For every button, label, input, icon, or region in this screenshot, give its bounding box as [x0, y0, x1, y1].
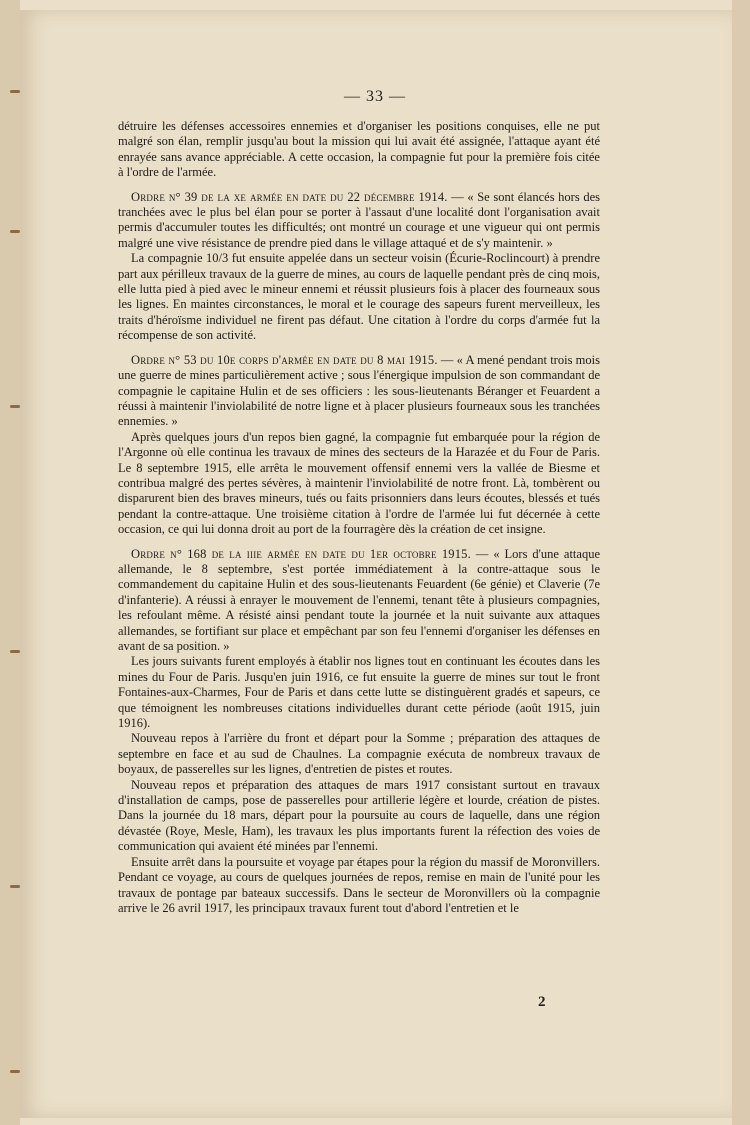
running-head: — 33 — — [344, 88, 406, 105]
order-168-heading: Ordre n° 168 de la iiie armée en date du 1er octobre 1915. — [131, 546, 471, 561]
order-53-heading: Ordre n° 53 du 10e corps d'armée en date du 8 mai 1915. — [131, 352, 438, 367]
paragraph-1: détruire les défenses accessoires ennemies et d'organiser les positions conquises, elle ne put malgré son élan, remplir jusqu'au bout la mission qui lui avait été assignée, l'attaque ayant été enrayée sans avance appréciable. A cette occasion, la compagnie fut pour la première fois citée à l'ordre de l'armée. — [118, 119, 600, 180]
paragraph-7: Ensuite arrêt dans la poursuite et voyage par étapes pour la région du massif de Moronvillers. Pendant ce voyage, au cours de quelques journées de repos, remise en main de l'unité pour les travaux de pontage par bateaux successifs. Dans le secteur de Moronvillers où la compagnie arrive le 26 avril 1917, les principaux travaux furent tout d'abord l'entretien et le — [118, 854, 600, 915]
paragraph-6: Nouveau repos et préparation des attaques de mars 1917 consistant surtout en travaux d'installation de camps, pose de passerelles pour artillerie légère et lourde, création de pistes. Dans la journée du 18 mars, départ pour la poursuite au cours de laquelle, dans une région dévastée (Roye, Mesle, Ham), les travaux les plus importants furent la réfection des voies de communication qui avaient été minées par l'ennemi. — [118, 777, 600, 854]
signature-mark: 2 — [538, 994, 546, 1010]
order-53 — [118, 353, 600, 430]
order-53-text: — « A mené pendant trois mois une guerre de mines particulièrement active ; sous l'énergique impulsion de son commandant de compagnie le capitaine Hulin et de ses officiers : les sous-lieutenants Béranger et Feuardent a réussi à maintenir l'inviolabilité de notre ligne et à placer plusieurs fourneaux sous les tranchées ennemies. » — [118, 352, 600, 429]
page-edge-right — [732, 0, 750, 1125]
order-39 — [118, 190, 600, 252]
order-39-text: — « Se sont élancés hors des tranchées avec le plus bel élan pour se porter à l'assaut d'une localité dont l'organisation avait permis d'accumuler toutes les difficultés; ont montré un courage et une vigueur qui ont permis malgré une vive résistance de prendre pied dans le village attaqué et de s'y maintenir. » — [118, 189, 600, 250]
binding-stitches — [8, 0, 20, 1125]
order-39-heading: Ordre n° 39 de la xe armée en date du 22 décembre 1914. — [131, 189, 448, 204]
order-168 — [118, 547, 600, 655]
paragraph-2: La compagnie 10/3 fut ensuite appelée dans un secteur voisin (Écurie-Roclincourt) à prendre part aux périlleux travaux de la guerre de mines, au cours de laquelle pendant près de cinq mois, elle lutta pied à pied avec le mineur ennemi et réussit plusieurs fois à placer des fourneaux sous les lignes. En maintes circonstances, le moral et le courage des sapeurs furent merveilleux, les traits d'héroïsme individuel ne firent pas défaut. Une citation à l'ordre du corps d'armée fut la récompense de son activité. — [118, 251, 600, 343]
paragraph-3: Après quelques jours d'un repos bien gagné, la compagnie fut embarquée pour la région de l'Argonne où elle continua les travaux de mines des secteurs de la Harazée et du Four de Paris. Le 8 septembre 1915, elle arrêta le mouvement offensif ennemi vers la vallée de Biesme et contribua malgré des pertes sévères, à maintenir l'inviolabilité de notre front. Là, tombèrent ou disparurent bien des braves mineurs, tués ou faits prisonniers dans leurs écoutes, blessés et tués pendant la contre-attaque. Une troisième citation à l'ordre de l'armée lui fut décernée à cette occasion, ce qui lui donna droit au port de la fourragère dès la création de cet insigne. — [118, 429, 600, 537]
paragraph-5: Nouveau repos à l'arrière du front et départ pour la Somme ; préparation des attaques de septembre en face et au sud de Chaulnes. La compagnie exécuta de nombreux travaux de boyaux, de passerelles sur les lignes, d'entretien de pistes et routes. — [118, 731, 600, 777]
page-body — [118, 119, 600, 916]
paragraph-4: Les jours suivants furent employés à établir nos lignes tout en continuant les écoutes dans les mines du Four de Paris. Jusqu'en juin 1916, ce fut ensuite la guerre de mines sur tout le front Fontaines-aux-Charmes, Four de Paris et dans cette lutte se distinguèrent gradés et sapeurs, ce que témoignent les nombreuses citations individuelles durant cette période (août 1915, juin 1916). — [118, 654, 600, 731]
order-168-text: — « Lors d'une attaque allemande, le 8 septembre, s'est portée immédiatement à la contre-attaque sous le commandement du capitaine Hulin et des sous-lieutenants Feuardent (6e génie) et Claverie (7e d'infanterie). A réussi à enrayer le mouvement de l'ennemi, tenant tête à plusieurs compagnies, les refoulant même. A résisté ainsi pendant toute la journée et la nuit suivante aux attaques allemandes, se fortifiant sur place et empêchant par son feu l'ennemi d'organiser les défenses en avant de sa position. » — [118, 546, 600, 653]
